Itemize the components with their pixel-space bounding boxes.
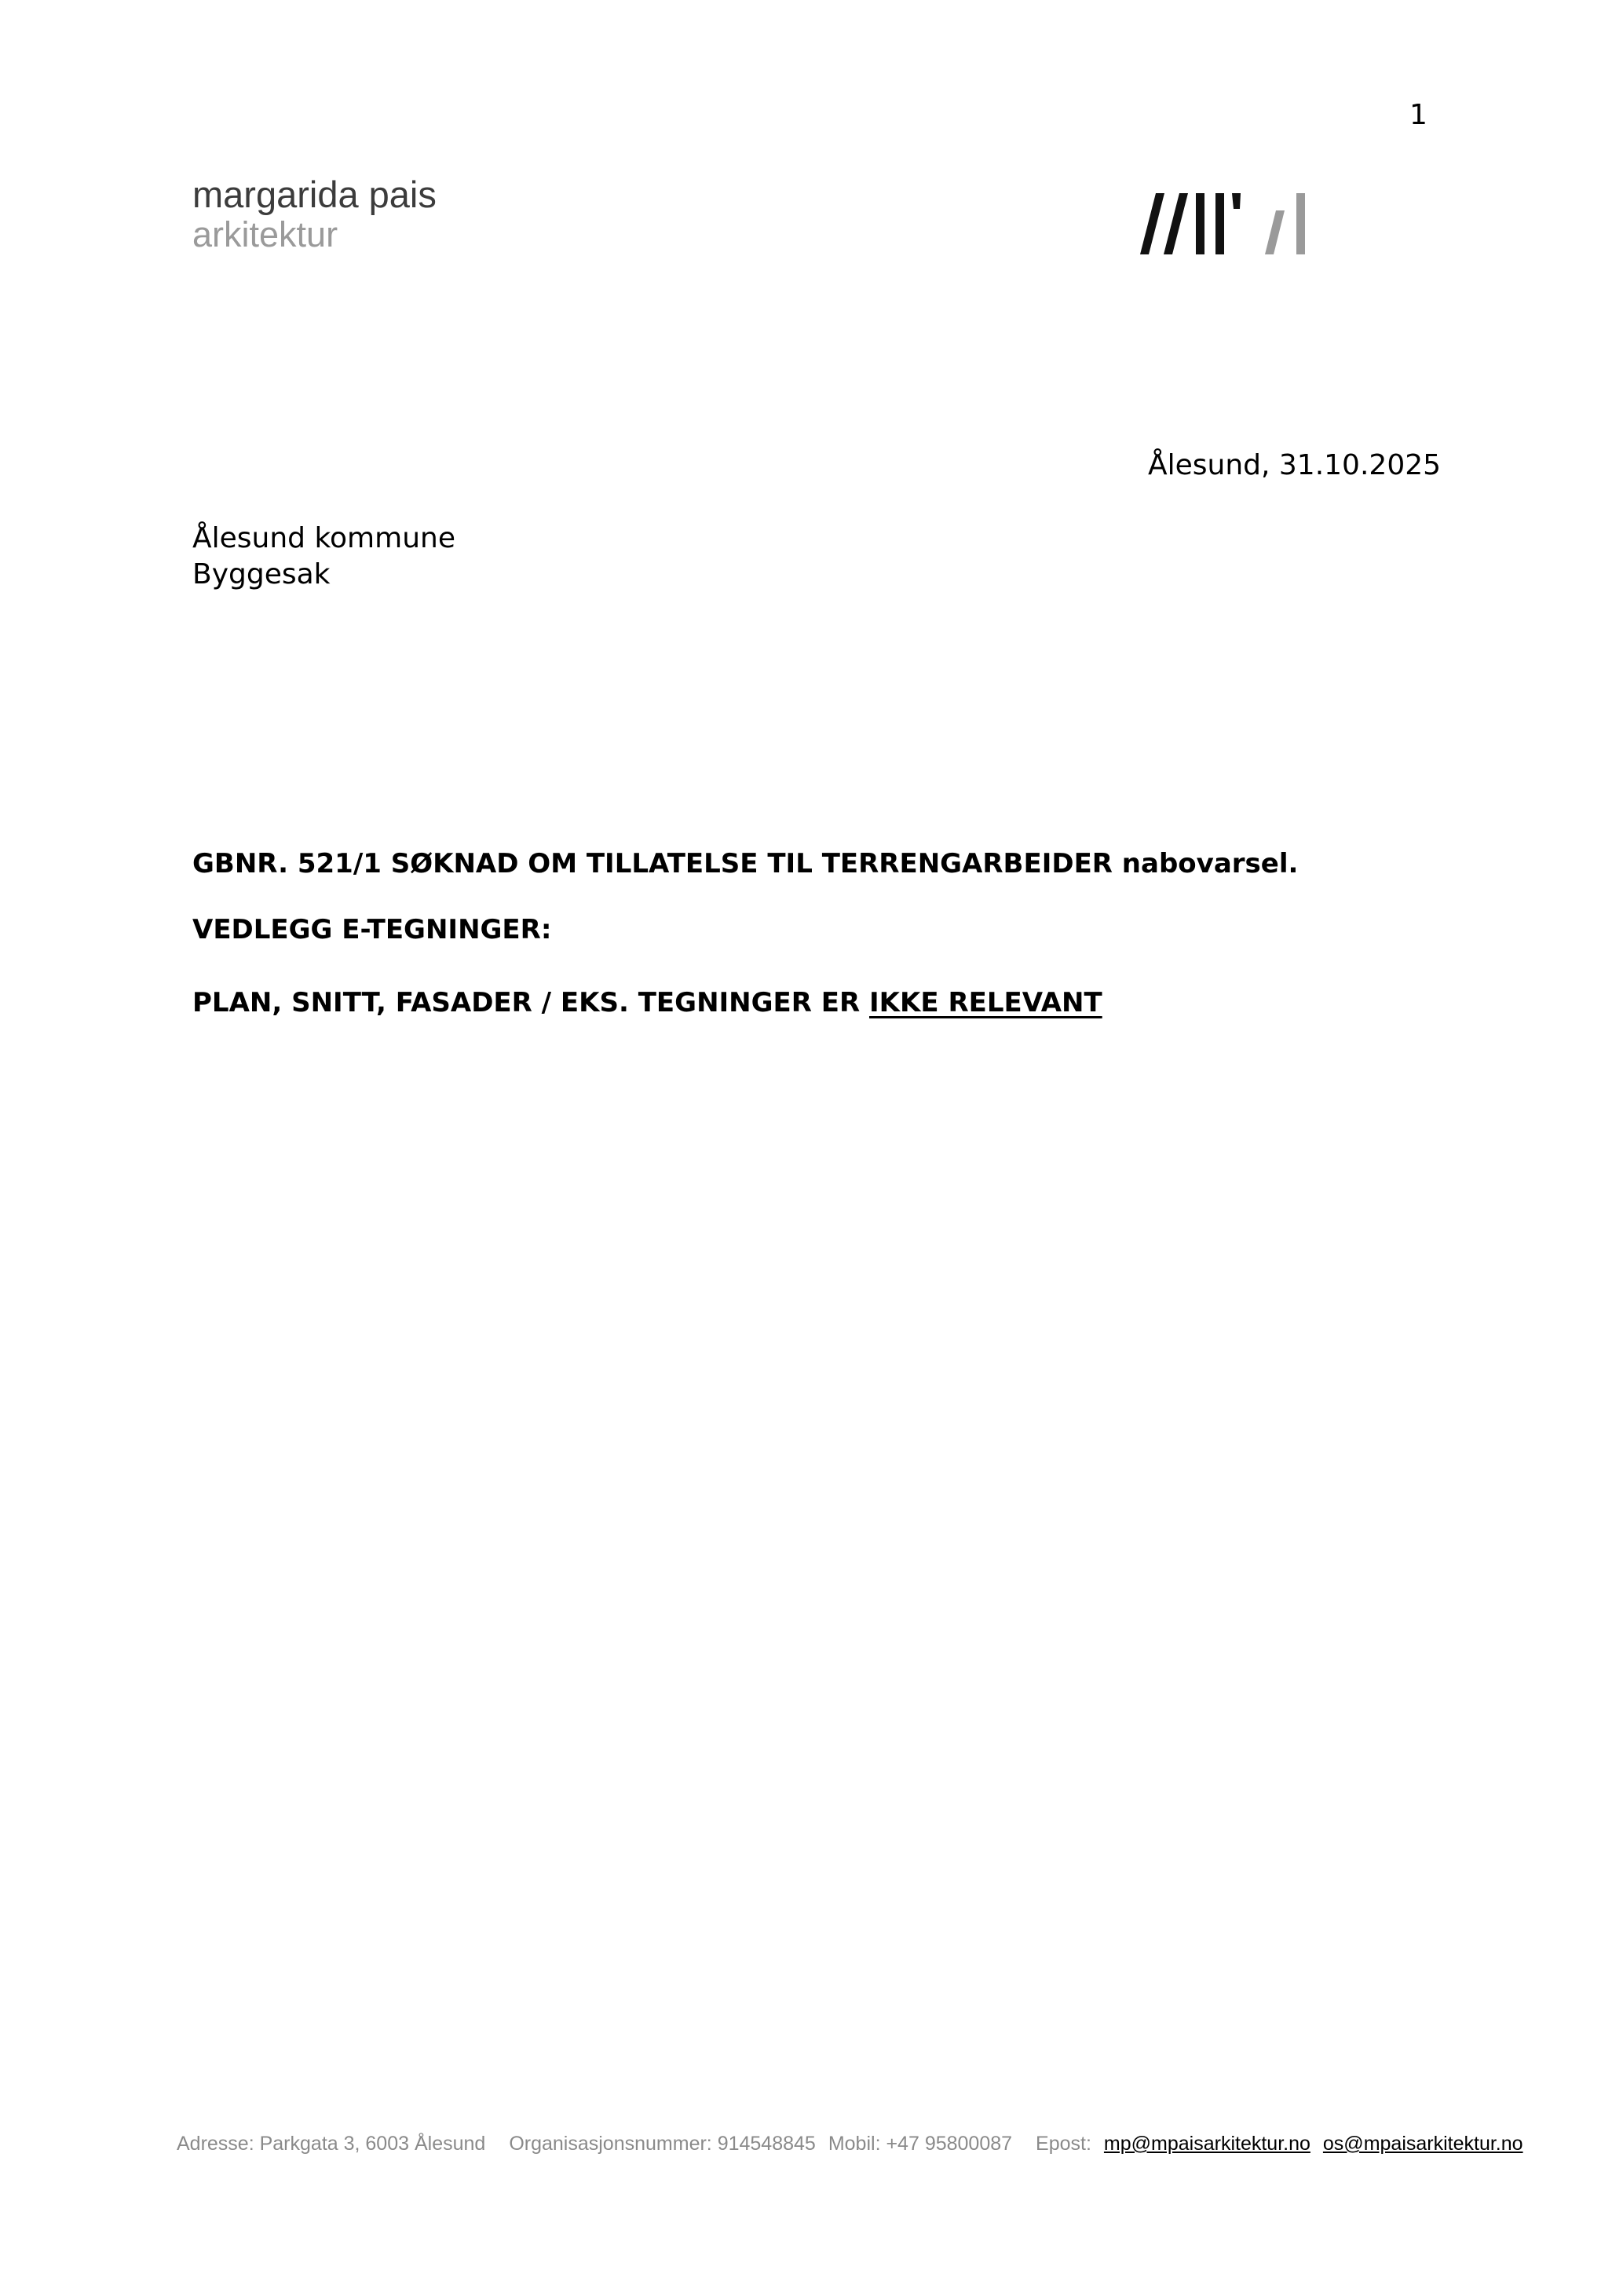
footer-org-number: Organisasjonsnummer: 914548845 [509, 2133, 816, 2155]
brand-wordmark [192, 174, 437, 254]
recipient-department: Byggesak [192, 558, 331, 590]
footer-email-link-2[interactable]: os@mpaisarkitektur.no [1322, 2133, 1523, 2155]
subject-line: GBNR. 521/1 SØKNAD OM TILLATELSE TIL TERRENGARBEIDER nabovarsel. [192, 848, 1299, 879]
brand-subtitle: arkitektur [192, 214, 338, 254]
recipient-address [192, 521, 455, 593]
footer-email-link-1[interactable]: mp@mpaisarkitektur.no [1103, 2133, 1310, 2155]
relevance-prefix: PLAN, SNITT, FASADER / EKS. TEGNINGER ER [192, 987, 870, 1018]
letterhead-footer [177, 2133, 1523, 2155]
recipient-name: Ålesund kommune [192, 522, 455, 554]
footer-mobile: Mobil: +47 95800087 [828, 2133, 1013, 2155]
enclosure-heading: VEDLEGG E-TEGNINGER: [192, 914, 552, 945]
relevance-statement [192, 987, 1102, 1018]
place-and-date: Ålesund, 31.10.2025 [1148, 449, 1442, 481]
brand-name: margarida pais [192, 174, 437, 215]
footer-address: Adresse: Parkgata 3, 6003 Ålesund [177, 2133, 486, 2155]
footer-email-label: Epost: [1036, 2133, 1091, 2155]
page-number: 1 [1409, 99, 1427, 131]
mpa-slash-logo-icon [1129, 188, 1318, 259]
relevance-emphasis: IKKE RELEVANT [869, 987, 1102, 1018]
